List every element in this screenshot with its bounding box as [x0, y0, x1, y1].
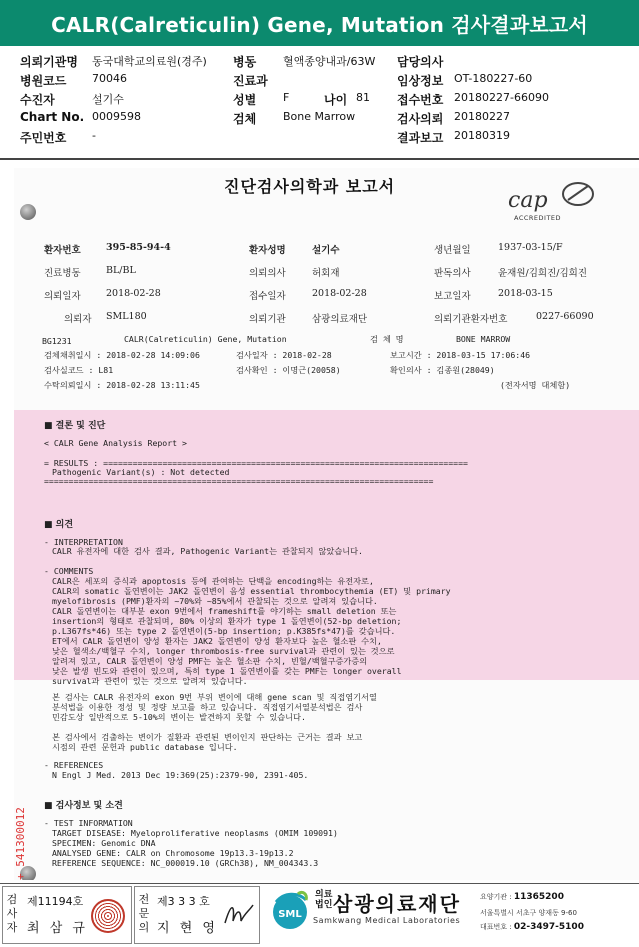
label-patient-id: 환자번호 [44, 245, 81, 256]
value-birthdate: 1937-03-15/F [498, 242, 563, 253]
label-requesting-institution: 의뢰기관 [249, 314, 286, 325]
label-clinical-info: 임상정보 [397, 74, 444, 88]
interpretation-text: CALR 유전자에 대한 검사 결과, Pathogenic Variant는 관찰되지 않았습니다. [52, 546, 363, 556]
scanned-report [14, 168, 639, 880]
test-info-line: TARGET DISEASE: Myeloproliferative neoplasms (OMIM 109091) [52, 828, 338, 838]
label-reading-doctor: 판독의사 [434, 268, 471, 279]
value-requester: SML180 [106, 311, 147, 322]
label-requesting-institution: 의뢰기관명 [20, 55, 78, 69]
label-specimen: 검체 [233, 112, 257, 126]
specialist-license: 제3 3 3 호 [157, 895, 210, 908]
value-requesting-institution: 삼광의료재단 [312, 314, 368, 325]
value-clinical-info: OT-180227-60 [454, 72, 533, 85]
comment-line: ET에서 CALR 돌연변이 양성 환자는 JAK2 돌연변이 양성 환자보다 높은 혈소판 수치, [52, 636, 382, 646]
result-row: Pathogenic Variant(s) : Not detected [52, 467, 230, 477]
label-request-date: 의뢰일자 [44, 291, 81, 302]
tester-label: 검사자 [6, 893, 18, 934]
label-institution-patient-no: 의뢰기관환자번호 [434, 314, 508, 325]
scan-title: 진단검사의학과 보고서 [224, 177, 396, 196]
value-patient: 설기수 [92, 93, 124, 106]
value-patient-id: 395-85-94-4 [106, 242, 171, 253]
meta-e-signature: (전자서명 대체함) [500, 380, 571, 390]
report-title-bar [0, 0, 639, 46]
label-patient: 수진자 [20, 93, 55, 107]
cap-logo-text: cap [508, 188, 548, 213]
label-age: 나이 [324, 93, 348, 107]
comment-line: CALR 돌연변이는 대부분 exon 9번에서 frameshift를 야기하는 small deletion 또는 [52, 606, 397, 616]
report-subtitle: < CALR Gene Analysis Report > [44, 438, 187, 448]
value-accession-number: 20180227-66090 [454, 91, 549, 104]
punch-hole [20, 204, 36, 220]
specialist-cell [134, 886, 260, 944]
label-ward: 병동 [233, 55, 257, 69]
header-row [0, 126, 639, 146]
test-info-line: SPECIMEN: Genomic DNA [52, 838, 156, 848]
meta-report-time: 보고시간 : 2018-03-15 17:06:46 [390, 350, 531, 360]
header-row [0, 107, 639, 127]
section-opinion: ■ 의견 [44, 520, 74, 530]
signature-footer [0, 883, 639, 947]
results-divider: =============================================================================== [44, 476, 434, 486]
comment-line: 알려져 있고, CALR 돌연변이 양성 PMF는 높은 혈소판 수치, 빈혈/백혈구증가증의 [52, 656, 368, 666]
value-reading-doctor: 윤재원/김희진/김희진 [498, 268, 587, 279]
cap-accredited-logo [508, 180, 608, 226]
method-block [52, 692, 377, 722]
signature-icon [221, 899, 255, 929]
label-report-date: 보고일자 [434, 291, 471, 302]
phone [480, 922, 584, 932]
comments-block [52, 576, 451, 686]
section-conclusion-label: 결론 및 진단 [55, 421, 106, 431]
section-test-info-label: 검사정보 및 소견 [55, 801, 123, 811]
value-referring-doctor: 허회재 [312, 268, 340, 279]
value-ward: BL/BL [106, 265, 136, 276]
results-label: = RESULTS : [44, 458, 99, 468]
section-opinion-label: 의견 [55, 520, 74, 530]
comment-line: myelofibrosis (PMF)환자의 ~70%와 ~85%에서 관찰되는 것으로 알려져 있습니다. [52, 596, 378, 606]
tester-name: 최 삼 규 [27, 921, 88, 936]
interpretation-heading: - INTERPRETATION [44, 537, 123, 547]
sml-logo-text: SML [278, 909, 302, 920]
institution-code-label: 요양기관 : [480, 893, 514, 901]
meta-consignment-time: 수탁의뢰일시 : 2018-02-28 13:11:45 [44, 380, 200, 390]
test-code: BG1231 [42, 336, 72, 346]
value-chart-no: 0009598 [92, 110, 141, 123]
address: 서울특별시 서초구 양재동 9-60 [480, 909, 577, 917]
label-hospital-code: 병원코드 [20, 74, 67, 88]
tester-seal-icon [91, 899, 125, 933]
comment-line: survival과 관련이 있는 것으로 알려져 있습니다. [52, 676, 248, 686]
institution-code-value: 11365200 [513, 892, 564, 902]
label-result-report: 결과보고 [397, 131, 444, 145]
value-specimen: Bone Marrow [283, 110, 356, 123]
label-department: 진료과 [233, 74, 268, 88]
specialist-name: 지 현 영 [157, 921, 218, 936]
meta-test-date: 검사일자 : 2018-02-28 [236, 350, 332, 360]
method-line: 분석법을 이용한 정성 및 정량 보고를 하고 있습니다. 직접염기서열분석법은 검사 [52, 702, 363, 712]
label-request-date: 검사의뢰 [397, 112, 444, 126]
section-conclusion: ■ 결론 및 진단 [44, 421, 106, 431]
report-title: CALR(Calreticulin) Gene, Mutation 검사결과보고서 [51, 12, 588, 37]
label-ward: 진료병동 [44, 268, 81, 279]
value-requesting-institution: 동국대학교의료원(경주) [92, 55, 207, 68]
label-physician: 담당의사 [397, 55, 444, 69]
tester-license: 제11194호 [27, 895, 84, 908]
method-line: 본 검사는 CALR 유전자의 exon 9번 부위 변이에 대해 gene scan 및 직접염기서열 [52, 692, 377, 702]
label-resident-number: 주민번호 [20, 131, 67, 145]
comments-heading: - COMMENTS [44, 566, 94, 576]
value-request-date: 2018-02-28 [106, 288, 161, 299]
value-patient-name: 설기수 [312, 245, 340, 256]
value-received-date: 2018-02-28 [312, 288, 367, 299]
comment-line: CALR의 somatic 돌연변이는 JAK2 돌연변이 음성 essential thrombocythemia (ET) 및 primary [52, 586, 451, 596]
header-row [0, 88, 639, 108]
criteria-line: 본 검사에서 검출하는 변이가 질환과 관련된 변이인지 판단하는 근거는 결과 보고 [52, 732, 363, 742]
references-text: N Engl J Med. 2013 Dec 19:369(25):2379-90, 2391-405. [52, 770, 309, 780]
label-patient-name: 환자성명 [249, 245, 286, 256]
section-test-info: ■ 검사정보 및 소견 [44, 801, 123, 811]
header-row [0, 69, 639, 89]
comment-line: insertion의 형태로 관찰되며, 80% 이상의 환자가 type 1 돌연변이(52-bp deletion; [52, 616, 402, 626]
method-line: 민감도상 일반적으로 5-10%의 변이는 발견하지 못할 수 있습니다. [52, 712, 306, 722]
label-accession-number: 접수번호 [397, 93, 444, 107]
value-request-date: 20180227 [454, 110, 510, 123]
meta-confirm-doctor: 확인의사 : 김종원(28049) [390, 365, 495, 375]
test-info-line: REFERENCE SEQUENCE: NC_000019.10 (GRCh38), NM_004343.3 [52, 858, 319, 868]
value-hospital-code: 70046 [92, 72, 127, 85]
test-name: CALR(Calreticulin) Gene, Mutation [124, 334, 287, 344]
foundation-english-name: Samkwang Medical Laboratories [313, 916, 461, 925]
header-row [0, 50, 639, 70]
test-info-line: ANALYSED GENE: CALR on Chromosome 19p13.3-19p13.2 [52, 848, 294, 858]
foundation-prefix: 의료법인 [315, 890, 333, 910]
criteria-line: 시점의 관련 문헌과 public database 입니다. [52, 742, 238, 752]
references-heading: - REFERENCES [44, 760, 104, 770]
value-sex: F [283, 91, 290, 104]
label-birthdate: 생년월일 [434, 245, 471, 256]
results-line: = RESULTS : ========================================================================== [44, 458, 468, 468]
foundation-name: 삼광의료재단 [333, 892, 461, 916]
patient-header [0, 48, 639, 156]
label-received-date: 접수일자 [249, 291, 286, 302]
meta-collection-time: 검체채취일시 : 2018-02-28 14:09:06 [44, 350, 200, 360]
cap-seal-icon [558, 180, 598, 210]
comment-line: 낮은 혈색소/백혈구 수치, longer thrombosis-free survival과 관련이 있는 것으로 [52, 646, 395, 656]
phone-label: 대표번호 : [480, 923, 514, 931]
meta-lab-code: 검사실코드 : L81 [44, 365, 114, 375]
label-referring-doctor: 의뢰의사 [249, 268, 286, 279]
value-result-report: 20180319 [454, 129, 510, 142]
test-info-block [44, 818, 338, 868]
tester-cell [2, 886, 132, 944]
header-divider [0, 158, 639, 160]
label-requester: 의뢰자 [64, 314, 92, 325]
test-info-line: - TEST INFORMATION [44, 818, 133, 828]
meta-test-confirm: 검사확인 : 이명근(20058) [236, 365, 341, 375]
comment-line: 낮은 발생 빈도와 관련이 있으며, 특히 type 1 돌연변이를 갖는 PMF는 longer overall [52, 666, 402, 676]
value-report-date: 2018-03-15 [498, 288, 553, 299]
value-institution-patient-no: 0227-66090 [536, 311, 594, 322]
label-chart-no: Chart No. [20, 110, 85, 124]
institution-code [480, 892, 564, 902]
criteria-block [52, 732, 362, 752]
specialist-label: 전문의 [138, 893, 150, 934]
side-stamp-code: + 541300012 [14, 807, 27, 880]
label-specimen-name: 검 체 명 [370, 334, 404, 344]
comment-line: CALR은 세포의 증식과 apoptosis 등에 관여하는 단백을 encoding하는 유전자로, [52, 576, 374, 586]
comment-line: p.L367fs*46) 또는 type 2 돌연변이(5-bp insertion; p.K385fs*47)를 갖습니다. [52, 626, 396, 636]
phone-value: 02-3497-5100 [513, 922, 584, 932]
value-specimen-name: BONE MARROW [456, 334, 511, 344]
label-sex: 성별 [233, 93, 257, 107]
sml-logo-icon [268, 888, 312, 932]
value-age: 81 [356, 91, 370, 104]
value-ward: 혈액종양내과/63W [283, 55, 376, 68]
cap-accredited-text: ACCREDITED [514, 214, 562, 222]
value-resident-number: - [92, 129, 96, 142]
